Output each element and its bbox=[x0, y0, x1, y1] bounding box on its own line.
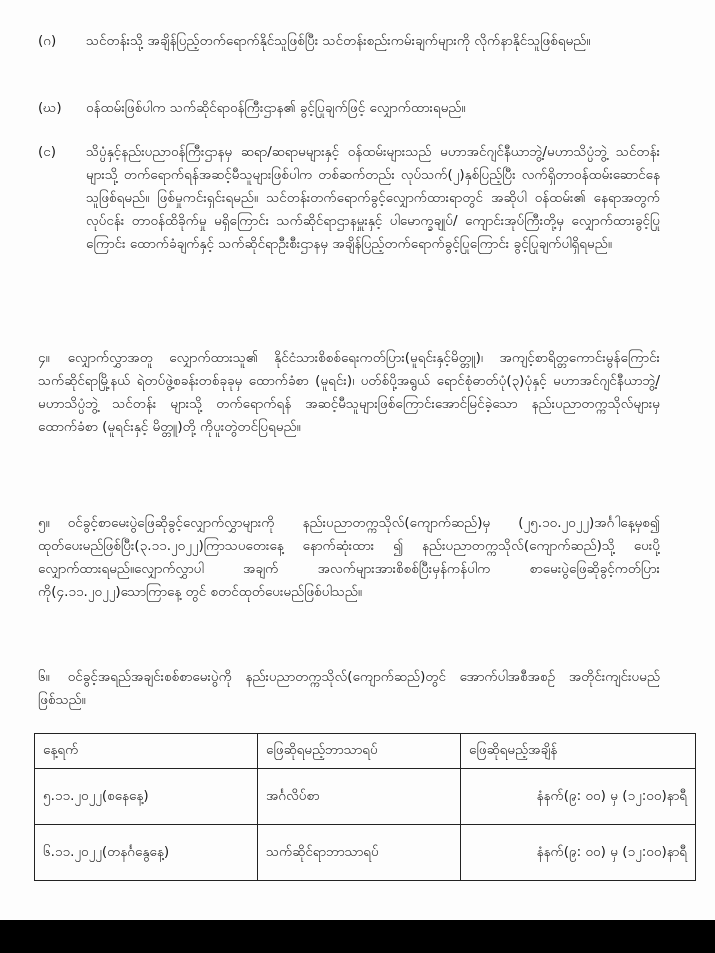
cell-subject: အင်္ဂလိပ်စာ bbox=[258, 769, 461, 825]
item-label: (ဃ) bbox=[38, 100, 62, 116]
paragraph-text: လျှောက်လွှာအတူ လျှောက်ထားသူ၏ နိုင်ငံသားစိစစ်ရေးကတ်ပြား(မူရင်းနှင့်မိတ္တူ)၊ အကျင့်စာရိတ္တကောင်းမွန်ကြောင်း သက်ဆိုင်ရာမြို့နယ် ရဲတပ်ဖွဲ့စခန်းတစ်ခုခုမှ ထောက်ခံစာ (မူရင်း)၊ ပတ်စ်ပို့အရွယ် ရောင်စုံဓာတ်ပုံ(၃)ပုံနှင့် မဟာအင်ဂျင်နီယာဘွဲ့/မဟာသိပ္ပံဘွဲ့ သင်တန်း များသို့ တက်ရောက်ရန် အဆင့်မီသူများဖြစ်ကြောင်းအောင်မြင်ခဲ့သော နည်းပညာတက္ကသိုလ်များမှထောက်ခံစာ (မူရင်းနှင့် မိတ္တူ)တို့ ကိုပူးတွဲတင်ပြရမည်။ bbox=[38, 350, 660, 435]
cell-subject: သက်ဆိုင်ရာဘာသာရပ် bbox=[258, 825, 461, 881]
header-subject: ဖြေဆိုရမည့်ဘာသာရပ် bbox=[258, 734, 461, 769]
table-row bbox=[35, 769, 696, 825]
paragraph-number: ၅။ bbox=[38, 515, 50, 531]
paragraph-text: ဝင်ခွင့်စာမေးပွဲဖြေဆိုခွင့်လျှောက်လွှာများကို နည်းပညာတက္ကသိုလ်(ကျောက်ဆည်)မှ (၂၅.၁၀.၂၀၂၂)အင်္ဂါနေ့မှစ၍ ထုတ်ပေးမည်ဖြစ်ပြီး(၃.၁၁.၂၀၂၂)ကြာသပတေးနေ့ နောက်ဆုံးထား ၍ နည်းပညာတက္ကသိုလ်(ကျောက်ဆည်)သို့ ပေးပို့လျှောက်ထားရမည်။လျှောက်လွှာပါ အချက် အလက်များအားစိစစ်ပြီးမှန်ကန်ပါက စာမေးပွဲဖြေဆိုခွင့်ကတ်ပြားကို(၄.၁၁.၂၀၂၂)သောကြာနေ့ တွင် စတင်ထုတ်ပေးမည်ဖြစ်ပါသည်။ bbox=[38, 515, 660, 600]
header-date: နေ့ရက် bbox=[35, 734, 258, 769]
requirement-item-gha bbox=[38, 97, 660, 120]
bottom-bar bbox=[0, 920, 715, 953]
item-label: (ဂ) bbox=[38, 33, 57, 49]
paragraph-4 bbox=[38, 347, 660, 439]
cell-time: နံနက်(၉: ၀၀) မှ (၁၂:၀၀)နာရီ bbox=[461, 825, 696, 881]
item-text: သင်တန်းသို့ အချိန်ပြည့်တက်ရောက်နိုင်သူဖြစ်ပြီး သင်တန်းစည်းကမ်းချက်များကို လိုက်နာနိုင်သူဖြစ်ရမည်။ bbox=[86, 33, 591, 49]
paragraph-number: ၆။ bbox=[38, 669, 50, 685]
cell-time: နံနက်(၉: ၀၀) မှ (၁၂:၀၀)နာရီ bbox=[461, 769, 696, 825]
requirement-item-ga bbox=[38, 30, 660, 53]
header-time: ဖြေဆိုရမည့်အချိန် bbox=[461, 734, 696, 769]
exam-schedule-table bbox=[34, 733, 696, 881]
item-label: (င) bbox=[38, 144, 57, 160]
paragraph-5 bbox=[38, 512, 660, 604]
item-text: သိပ္ပံနှင့်နည်းပညာဝန်ကြီးဌာနမှ ဆရာ/ဆရာမများနှင့် ဝန်ထမ်းများသည် မဟာအင်ဂျင်နီယာဘွဲ့/မဟာသိပ္ပံဘွဲ့ သင်တန်းများသို့ တက်ရောက်ရန်အဆင့်မီသူများဖြစ်ပါက တစ်ဆက်တည်း လုပ်သက်(၂)နှစ်ပြည့်ပြီး လက်ရှိတာဝန်ထမ်းဆောင်နေသူဖြစ်ရမည်။ ဖြစ်မှုကင်းရှင်းရမည်။ သင်တန်းတက်ရောက်ခွင့်လျှောက်ထားရာတွင် အဆိုပါ ဝန်ထမ်း၏ နေရာအတွက် လုပ်ငန်း တာဝန်ထိခိုက်မှု မရှိကြောင်း သက်ဆိုင်ရာဌာနမှူးနှင့် ပါမောက္ခချုပ်/ ကျောင်းအုပ်ကြီးတို့မှ လျှောက်ထားခွင့်ပြုကြောင်း ထောက်ခံချက်နှင့် သက်ဆိုင်ရာဦးစီးဌာနမှ အချိန်ပြည့်တက်ရောက်ခွင့်ပြုကြောင်း ခွင့်ပြုချက်ပါရှိရမည်။ bbox=[86, 144, 660, 252]
cell-date: ၆.၁၁.၂၀၂၂(တနင်္ဂနွေနေ့) bbox=[35, 825, 258, 881]
requirement-item-nga bbox=[38, 141, 660, 256]
paragraph-6 bbox=[38, 666, 660, 712]
cell-date: ၅.၁၁.၂၀၂၂(စနေနေ့) bbox=[35, 769, 258, 825]
table-header-row bbox=[35, 734, 696, 769]
table-row bbox=[35, 825, 696, 881]
item-text: ဝန်ထမ်းဖြစ်ပါက သက်ဆိုင်ရာဝန်ကြီးဌာန၏ ခွင့်ပြုချက်ဖြင့် လျှောက်ထားရမည်။ bbox=[86, 100, 466, 116]
paragraph-text: ဝင်ခွင့်အရည်အချင်းစစ်စာမေးပွဲကို နည်းပညာတက္ကသိုလ်(ကျောက်ဆည်)တွင် အောက်ပါအစီအစဉ် အတိုင်းကျင်းပမည်ဖြစ်သည်။ bbox=[38, 669, 660, 708]
paragraph-number: ၄။ bbox=[38, 350, 50, 366]
